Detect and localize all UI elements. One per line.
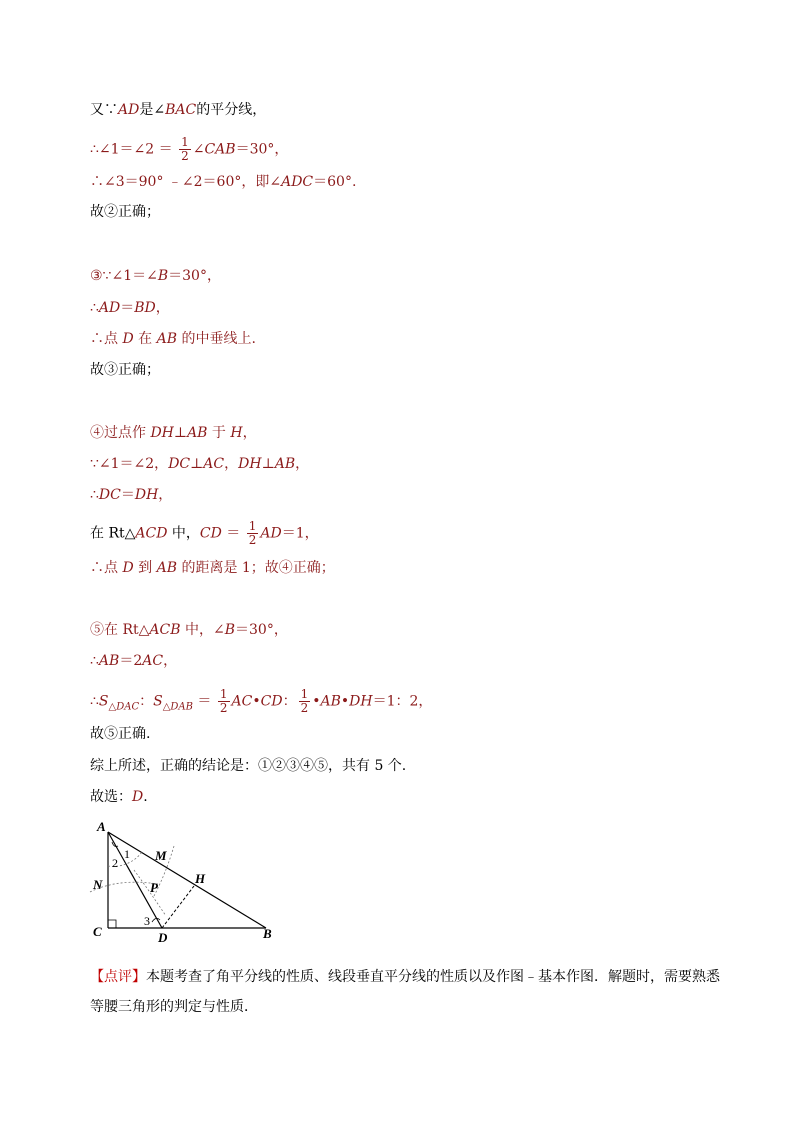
math: BAC: [165, 102, 197, 118]
text: 故选：: [90, 789, 132, 805]
math: ＝30°，: [235, 141, 289, 158]
comment-tag: 【点评】: [90, 969, 146, 985]
math: D: [122, 560, 134, 576]
text: 是∠: [139, 102, 166, 118]
math: ∴: [90, 653, 99, 669]
math: B: [224, 622, 235, 638]
math: CD: [260, 693, 283, 710]
denominator: 2: [219, 701, 228, 715]
fraction: [218, 688, 230, 715]
math: AB: [156, 331, 177, 347]
line-9: [90, 423, 257, 443]
math: AC: [203, 456, 225, 472]
line-18: [90, 756, 406, 776]
math: ∵∠1＝∠2，: [90, 456, 169, 472]
math: ∴点: [90, 560, 123, 576]
math: ：: [139, 693, 154, 710]
math: AD: [260, 525, 282, 542]
math: DH: [134, 487, 159, 503]
numerator: 1: [248, 519, 257, 533]
math: ⊥: [173, 425, 188, 441]
math: ＝30°，: [235, 622, 288, 638]
subscript: △DAC: [108, 701, 140, 713]
numerator: 1: [300, 687, 309, 701]
math: ∴∠3＝90° ﹣∠2＝60°，即∠: [90, 174, 282, 190]
math: DH: [349, 693, 373, 710]
math: ③∵∠1＝∠: [90, 268, 158, 284]
text: 故⑤正确.: [90, 726, 151, 742]
math: AD: [118, 102, 140, 118]
math: DH: [238, 456, 262, 472]
angle-label-3: 3: [144, 914, 150, 928]
line-6: [90, 298, 170, 318]
line-16: [90, 688, 432, 717]
line-13: [90, 558, 335, 578]
math: DC: [168, 456, 191, 472]
math: •: [340, 693, 350, 710]
math: •: [312, 693, 321, 710]
line-11: [90, 485, 172, 505]
math: ＝: [192, 693, 216, 710]
math: ∴: [90, 487, 99, 503]
math: 于: [207, 425, 231, 441]
math: ＝2: [119, 653, 143, 669]
math: AB: [156, 560, 177, 576]
comment: [90, 962, 730, 1022]
comment-text: 等腰三角形的判定与性质．: [90, 999, 258, 1015]
perpendicular-DH: [162, 886, 194, 928]
denominator: 2: [300, 701, 309, 715]
text: .: [143, 789, 148, 805]
numerator: 1: [219, 687, 228, 701]
math: ∴: [90, 693, 99, 710]
math: AB: [274, 456, 296, 472]
line-1: [90, 100, 266, 120]
line-15: [90, 651, 177, 671]
math: ＝: [221, 525, 245, 542]
math: •: [252, 693, 261, 710]
text: 故②正确；: [90, 204, 160, 220]
text: 的平分线，: [196, 102, 267, 118]
math: S: [98, 693, 109, 710]
text: 又∵: [90, 102, 118, 118]
math: ⊥: [261, 456, 275, 472]
math: ，: [224, 456, 239, 472]
math: ＝1，: [281, 525, 319, 542]
math: ∴点: [90, 331, 123, 347]
math: ：: [282, 693, 297, 710]
math: 在: [133, 331, 157, 347]
side-AB: [108, 832, 266, 928]
math: ACB: [149, 622, 181, 638]
math: H: [230, 425, 243, 441]
line-2: [90, 136, 288, 163]
angle-label-1: 1: [124, 847, 130, 861]
math: ＝60°.: [313, 174, 357, 190]
fraction: [247, 520, 259, 547]
line-17: [90, 724, 150, 744]
line-5: [90, 266, 221, 286]
math: 的中垂线上.: [177, 331, 256, 347]
math: AB: [187, 425, 208, 441]
math: DH: [150, 425, 174, 441]
math: ∴: [90, 300, 99, 316]
text: 在 Rt△: [90, 525, 136, 542]
math: D: [122, 331, 134, 347]
denominator: 2: [248, 533, 257, 547]
math: ，: [163, 653, 178, 669]
math: ＝30°，: [168, 268, 221, 284]
math: ACD: [135, 525, 168, 542]
fraction: [179, 136, 191, 163]
angle-label-2: 2: [112, 856, 118, 870]
fraction: [299, 688, 311, 715]
math: ，: [295, 456, 310, 472]
math: AC: [231, 693, 253, 710]
math: ④过点作: [90, 425, 151, 441]
text: ⑤在 Rt△: [90, 622, 150, 638]
text: 中，∠: [180, 622, 225, 638]
math: B: [157, 268, 169, 284]
math: D: [132, 789, 144, 805]
math: ，: [242, 425, 257, 441]
math: ，: [158, 487, 173, 503]
math: ADC: [281, 174, 314, 190]
math: 的距离是 1；故④正确；: [177, 560, 335, 576]
line-3: [90, 172, 356, 192]
math: ＝: [120, 487, 135, 503]
math: S: [153, 693, 163, 710]
line-14: [90, 620, 288, 640]
subscript: △DAB: [162, 701, 193, 713]
text: 故③正确；: [90, 362, 160, 378]
text: 中，: [167, 525, 200, 542]
math: AB: [98, 653, 120, 669]
math: AD: [98, 300, 121, 316]
denominator: 2: [181, 149, 189, 163]
math: CD: [199, 525, 222, 542]
line-8: [90, 360, 160, 380]
math: 到: [133, 560, 157, 576]
math: ∠: [192, 141, 205, 158]
math: ＝: [120, 300, 135, 316]
math: ＝1：2，: [372, 693, 433, 710]
math: BD: [134, 300, 156, 316]
point-label-M: M: [155, 848, 167, 863]
geometry-figure: [88, 818, 288, 946]
math: DC: [98, 487, 121, 503]
comment-text: 本题考查了角平分线的性质、线段垂直平分线的性质以及作图﹣基本作图．解题时，需要熟悉: [146, 969, 720, 985]
math: AB: [320, 693, 341, 710]
line-19: [90, 787, 148, 807]
point-label-P: P: [150, 880, 158, 895]
point-label-C: C: [93, 924, 102, 939]
numerator: 1: [181, 135, 189, 149]
point-label-D: D: [158, 930, 168, 945]
text: 综上所述，正确的结论是：①②③④⑤，共有 5 个.: [90, 758, 407, 774]
math: CAB: [204, 141, 236, 158]
point-label-B: B: [263, 926, 272, 941]
point-label-A: A: [97, 819, 106, 834]
math: ，: [155, 300, 170, 316]
point-label-N: N: [93, 877, 103, 892]
math: ⊥: [190, 456, 204, 472]
line-12: [90, 520, 319, 547]
line-7: [90, 329, 256, 349]
math: AC: [142, 653, 164, 669]
point-label-H: H: [195, 871, 206, 886]
line-4: [90, 202, 160, 222]
math: ∴∠1＝∠2 ＝: [90, 141, 178, 158]
right-angle-mark: [108, 920, 116, 928]
line-10: [90, 454, 309, 474]
